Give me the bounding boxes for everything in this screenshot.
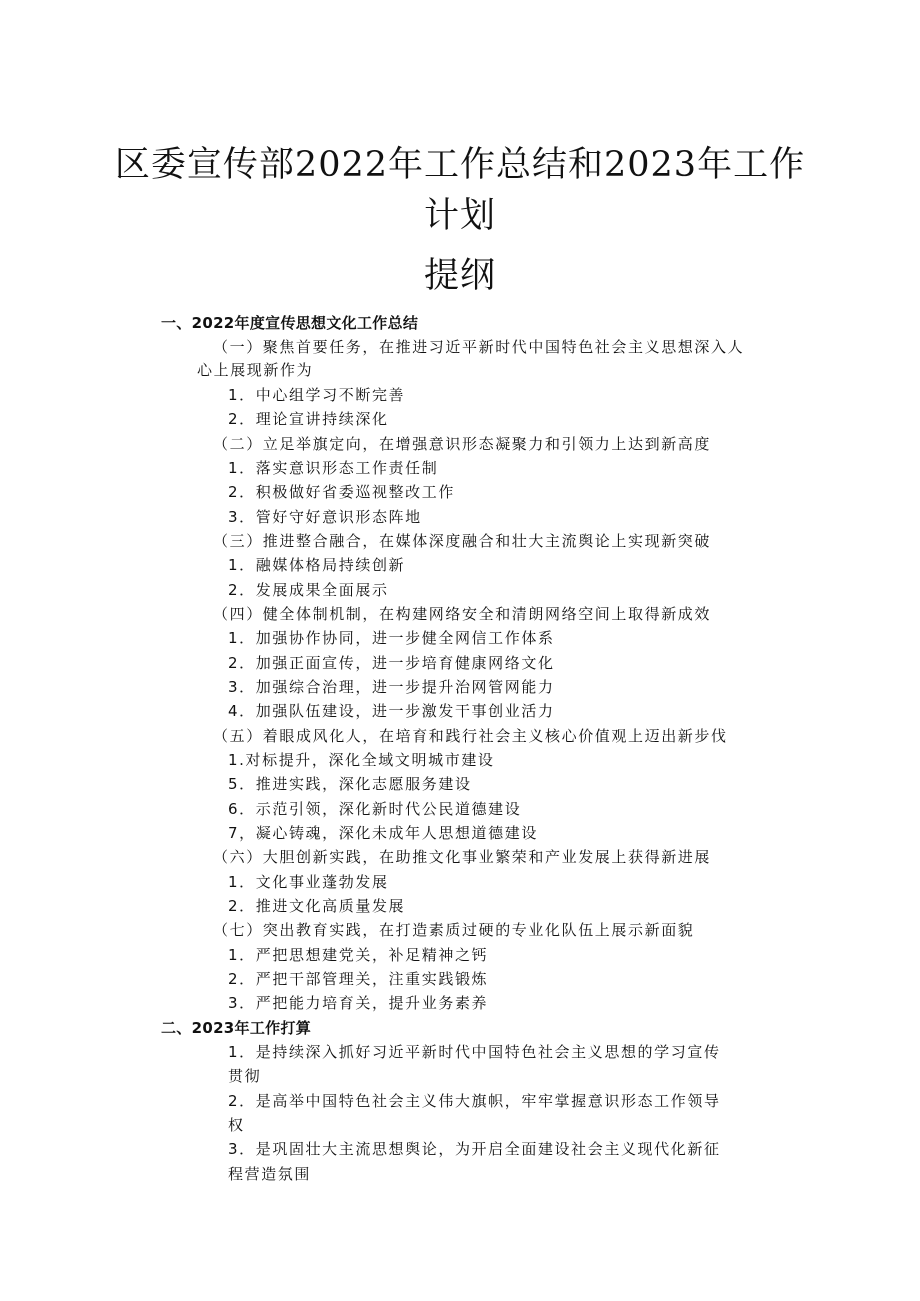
list-item: 2．推进文化高质量发展 bbox=[228, 897, 406, 915]
section-heading: 一、2022年度宣传思想文化工作总结 bbox=[161, 314, 419, 332]
list-item: 6．示范引领，深化新时代公民道德建设 bbox=[228, 800, 522, 818]
list-item: 1．文化事业蓬勃发展 bbox=[228, 873, 389, 891]
list-item: 2．发展成果全面展示 bbox=[228, 581, 389, 599]
list-item: 1．加强协作协同，进一步健全网信工作体系 bbox=[228, 629, 555, 647]
subsection-heading: （一）聚焦首要任务，在推进习近平新时代中国特色社会主义思想深入人 bbox=[213, 338, 745, 356]
list-item: 1．中心组学习不断完善 bbox=[228, 386, 406, 404]
list-item: 3．管好守好意识形态阵地 bbox=[228, 508, 422, 526]
list-item: 3．是巩固壮大主流思想舆论，为开启全面建设社会主义现代化新征 bbox=[228, 1140, 721, 1158]
list-item: 2．积极做好省委巡视整改工作 bbox=[228, 483, 455, 501]
section-heading: 二、2023年工作打算 bbox=[161, 1019, 312, 1037]
list-item: 3．加强综合治理，进一步提升治网管网能力 bbox=[228, 678, 555, 696]
list-item: 2．加强正面宣传，进一步培育健康网络文化 bbox=[228, 654, 555, 672]
title-line-1: 区委宣传部2022年工作总结和2023年工作 bbox=[114, 145, 806, 185]
title-line-3: 提纲 bbox=[423, 256, 496, 296]
list-item: 1．落实意识形态工作责任制 bbox=[228, 459, 439, 477]
list-item-continued: 权 bbox=[228, 1116, 245, 1134]
subsection-heading: （二）立足举旗定向，在增强意识形态凝聚力和引领力上达到新高度 bbox=[213, 435, 712, 453]
list-item-continued: 贯彻 bbox=[228, 1067, 262, 1085]
title-line-2: 计划 bbox=[423, 196, 496, 236]
list-item-continued: 程营造氛围 bbox=[228, 1165, 312, 1183]
subsection-heading: （七）突出教育实践，在打造素质过硬的专业化队伍上展示新面貌 bbox=[213, 921, 695, 939]
list-item: 2．是高举中国特色社会主义伟大旗帜，牢牢掌握意识形态工作领导 bbox=[228, 1092, 721, 1110]
subsection-heading: （五）着眼成风化人，在培育和践行社会主义核心价值观上迈出新步伐 bbox=[213, 727, 728, 745]
list-item: 1.对标提升，深化全域文明城市建设 bbox=[228, 751, 495, 769]
subsection-heading: （四）健全体制机制，在构建网络安全和清朗网络空间上取得新成效 bbox=[213, 605, 712, 623]
list-item: 3．严把能力培育关，提升业务素养 bbox=[228, 994, 489, 1012]
list-item: 1．是持续深入抓好习近平新时代中国特色社会主义思想的学习宣传 bbox=[228, 1043, 721, 1061]
list-item: 4．加强队伍建设，进一步激发干事创业活力 bbox=[228, 702, 555, 720]
list-item: 1．严把思想建党关，补足精神之钙 bbox=[228, 946, 489, 964]
list-item: 1．融媒体格局持续创新 bbox=[228, 556, 406, 574]
list-item: 5．推进实践，深化志愿服务建设 bbox=[228, 775, 472, 793]
subsection-heading: （六）大胆创新实践，在助推文化事业繁荣和产业发展上获得新进展 bbox=[213, 848, 712, 866]
subsection-heading-continued: 心上展现新作为 bbox=[197, 361, 314, 379]
list-item: 7，凝心铸魂，深化未成年人思想道德建设 bbox=[228, 824, 538, 842]
list-item: 2．严把干部管理关，注重实践锻炼 bbox=[228, 970, 489, 988]
list-item: 2．理论宣讲持续深化 bbox=[228, 410, 389, 428]
subsection-heading: （三）推进整合融合，在媒体深度融合和壮大主流舆论上实现新突破 bbox=[213, 532, 712, 550]
